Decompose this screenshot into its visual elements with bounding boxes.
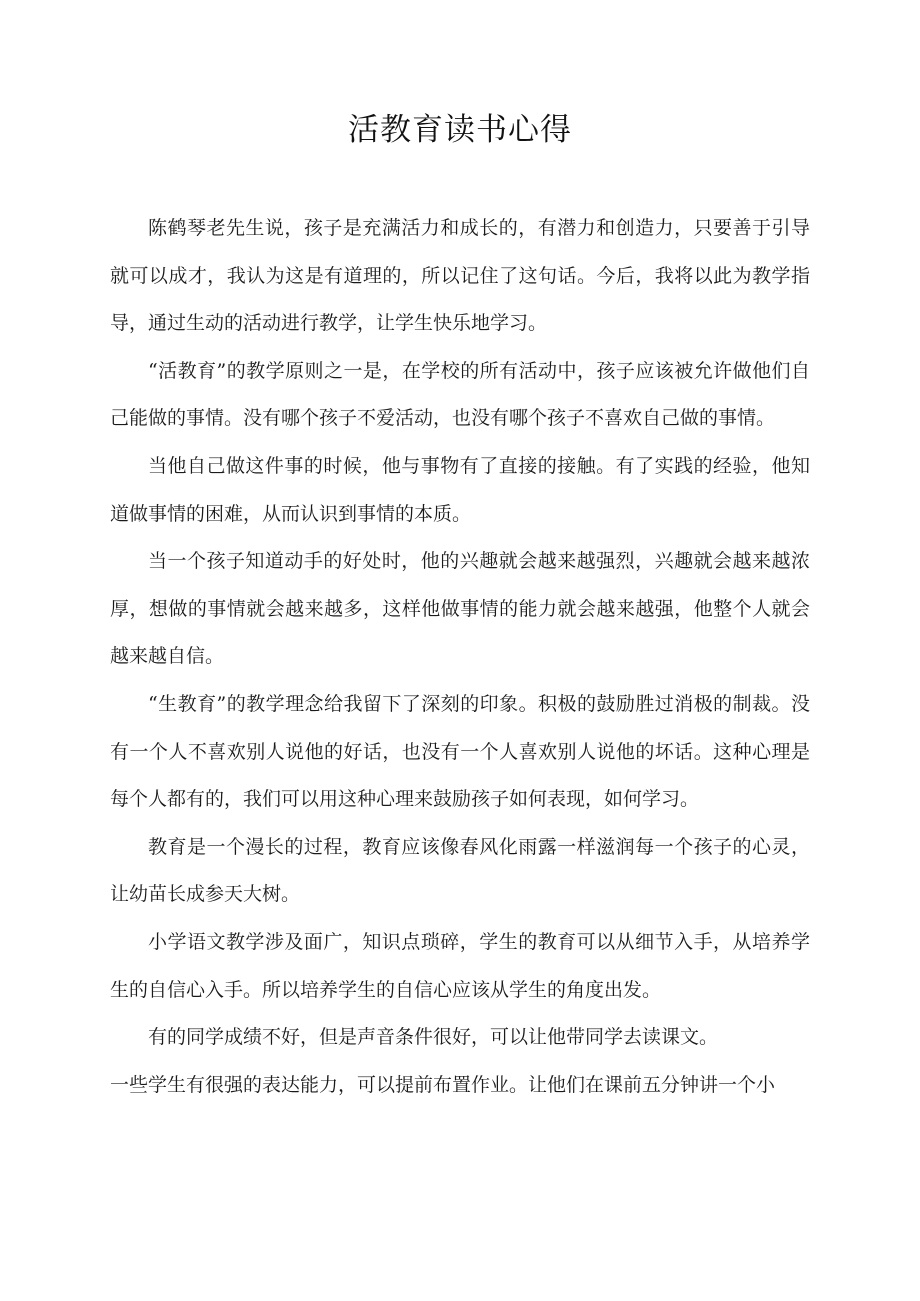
- document-body: [110, 205, 810, 1109]
- paragraph: “生教育”的教学理念给我留下了深刻的印象。积极的鼓励胜过消极的制裁。没有一个人不喜欢别人说他的好话，也没有一个人喜欢别人说他的坏话。这种心理是每个人都有的，我们可以用这种心理来鼓励孩子如何表现，如何学习。: [110, 692, 810, 811]
- paragraph: 一些学生有很强的表达能力，可以提前布置作业。让他们在课前五分钟讲一个小: [110, 1073, 776, 1096]
- paragraph: 小学语文教学涉及面广，知识点琐碎，学生的教育可以从细节入手，从培养学生的自信心入手。所以培养学生的自信心应该从学生的角度出发。: [110, 930, 810, 1001]
- paragraph: 当一个孩子知道动手的好处时，他的兴趣就会越来越强烈，兴趣就会越来越浓厚，想做的事情就会越来越多，这样他做事情的能力就会越来越强，他整个人就会越来越自信。: [110, 550, 810, 668]
- document-title: 活教育读书心得: [348, 112, 572, 148]
- paragraph: 有的同学成绩不好，但是声音条件很好，可以让他带同学去读课文。: [148, 1026, 719, 1049]
- paragraph: 当他自己做这件事的时候，他与事物有了直接的接触。有了实践的经验，他知道做事情的困难，从而认识到事情的本质。: [110, 454, 810, 525]
- paragraph: 陈鹤琴老先生说，孩子是充满活力和成长的，有潜力和创造力，只要善于引导就可以成才，我认为这是有道理的，所以记住了这句话。今后，我将以此为教学指导，通过生动的活动进行教学，让学生快乐地学习。: [110, 217, 810, 335]
- paragraph: 教育是一个漫长的过程，教育应该像春风化雨露一样滋润每一个孩子的心灵，让幼苗长成参天大树。: [110, 835, 810, 906]
- paragraph: “活教育”的教学原则之一是，在学校的所有活动中，孩子应该被允许做他们自己能做的事情。没有哪个孩子不爱活动，也没有哪个孩子不喜欢自己做的事情。: [110, 359, 810, 430]
